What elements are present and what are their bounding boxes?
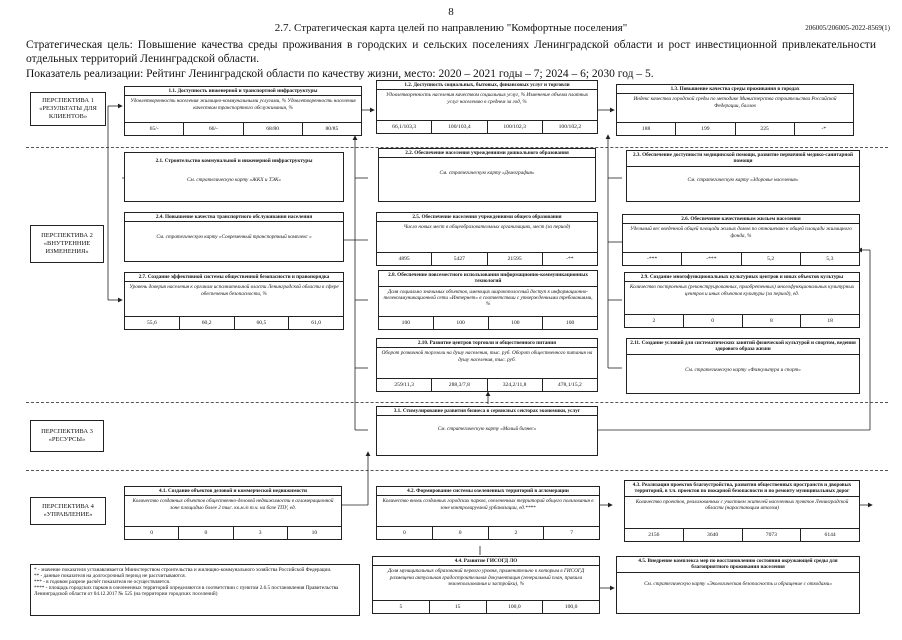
box-values: [125, 316, 343, 329]
box-desc: См. стратегическую карту «Малый бизнес»: [437, 426, 537, 433]
box-desc: Количество построенных (реконструированных, приобретенных) многофункциональных культурных центров и иных объектов культуры (за период), ед.: [629, 284, 855, 297]
box-desc: Оборот розничной торговли на душу населения, тыс. руб. Оборот общественного питания на душу населения, тыс. руб.: [381, 350, 593, 363]
box-values: [377, 120, 597, 133]
box-title: 2.4. Повышение качества транспортного обслуживания населения: [125, 213, 343, 222]
goal-box-4-5: [616, 556, 860, 614]
value-cell: 100/102,2: [542, 121, 597, 133]
value-cell: 66/-: [183, 123, 242, 135]
value-cell: 100,0: [542, 601, 599, 613]
goal-box-4-2: [376, 486, 600, 540]
footnotes: [30, 564, 360, 616]
box-desc: Удельный вес введенной общей площади жилых домов по отношению к общей площади жилищного фонда, %: [630, 226, 852, 239]
box-values: [373, 600, 599, 613]
box-title: 1.1. Доступность инженерной и транспортной инфраструктуры: [125, 87, 361, 96]
value-cell: 0: [683, 315, 742, 327]
goal-box-4-1: [124, 486, 342, 540]
footnote: ** - данные показателя на долгосрочный период не рассчитываются.: [34, 573, 186, 580]
box-desc: См. стратегическую карту «Экологическая безопасность и обращение с отходами»: [644, 580, 832, 587]
box-desc: Количество созданных объектов общественно-деловой недвижимости в агломерационной зоне площадью более 2 тыс. кв.м./в т.ч. на базе ТПУ, ед.: [132, 498, 334, 511]
value-cell: 6144: [800, 529, 859, 541]
value-cell: 18: [800, 315, 859, 327]
divider: [26, 470, 888, 471]
document-id: 206005/206005-2022-8569(1): [805, 24, 890, 32]
box-desc: См. стратегическую карту «Демография»: [439, 170, 535, 177]
value-cell: 80/85: [302, 123, 361, 135]
box-title: 4.4. Развитие ГИСОГД ЛО: [373, 557, 599, 566]
box-desc: См. стратегическую карту «Физкультура и спорт»: [685, 366, 801, 373]
box-desc: Доля социально значимых объектов, имеющих широкополосный доступ к информационно-телекоммуникационной сети «Интернет» в соответствии с утвержденными требованиями, %: [383, 288, 593, 308]
value-cell: 61,0: [288, 317, 343, 329]
perspective-4: ПЕРСПЕКТИВА 4 «УПРАВЛЕНИЕ»: [30, 497, 106, 525]
box-values: [379, 316, 597, 329]
box-desc: См. стратегическую карту «ЖКХ и ТЭК»: [186, 177, 282, 184]
box-desc: Уровень доверия населения к органам исполнительной власти Ленинградской области в сфере обеспечения безопасности, %: [129, 284, 339, 297]
goal-box-2-8: [378, 270, 598, 330]
goal-box-2-5: [376, 212, 598, 266]
box-title: 2.6. Обеспечение качественным жильем населения: [623, 215, 859, 224]
value-cell: 188: [641, 126, 651, 132]
value-cell: 100: [401, 320, 411, 326]
goal-box-1-1: [124, 86, 362, 136]
value-cell: 4895: [398, 256, 410, 262]
value-cell: 60,5: [234, 317, 289, 329]
value-cell: 259/11,3: [394, 382, 414, 388]
goal-box-1-2: [376, 80, 598, 134]
box-desc: Количество вновь созданных городских парков, озелененных территорий общего пользования в зоне контролируемой урбанизации, ед.****: [382, 498, 594, 511]
value-cell: 225: [735, 123, 794, 135]
box-values: [377, 526, 599, 539]
goal-box-3-1: [376, 406, 598, 456]
box-desc: Число новых мест в общеобразовательных организациях, мест (за период): [403, 224, 571, 231]
goal-box-2-9: [624, 272, 860, 328]
value-cell: 100,0: [486, 601, 543, 613]
box-title: 2.5. Обеспечение населения учреждениями общего образования: [377, 213, 597, 222]
value-cell: 100: [433, 317, 488, 329]
value-cell: 2: [488, 527, 544, 539]
goal-box-4-3: [624, 480, 860, 542]
box-desc: Удовлетворенность населения качеством социальных услуг, % Изменение объема платных услуг населению в среднем за год, %: [385, 92, 589, 105]
box-title: 2.3. Обеспечение доступности медицинской помощи, развитие первичной медико-санитарной помощи: [627, 151, 859, 167]
goal-box-1-3: [616, 84, 854, 136]
box-title: 4.5. Внедрение комплекса мер по восстановлению состояния окружающей среды для благоприятного проживания населения: [617, 557, 859, 573]
box-title: 2.10. Развитие центров торговли и общественного питания: [377, 339, 597, 348]
box-values: [625, 528, 859, 541]
value-cell: 0: [178, 527, 232, 539]
box-desc: Доля муниципальных образований первого уровня, применительно к которым в ГИСОГД размещена актуальная градостроительная документация (генеральный план, правила землепользования и застройки), %: [387, 568, 585, 587]
box-title: 4.2. Формирование системы озелененных территорий в агломерации: [377, 487, 599, 496]
box-values: [617, 122, 853, 135]
value-cell: 100/102,3: [487, 121, 542, 133]
box-title: 2.8. Обеспечение повсеместного использования информационно-коммуникационных технологий: [379, 271, 597, 287]
goal-box-2-2: [378, 148, 596, 202]
value-cell: 100: [488, 317, 543, 329]
box-title: 2.11. Создание условий для систематических занятий физической культурой и спортом, ведения здорового образа жизни: [627, 339, 859, 355]
value-cell: 7: [543, 527, 599, 539]
value-cell: 8: [742, 315, 801, 327]
box-title: 2.9. Создание многофункциональных культурных центров и иных объектов культуры: [625, 273, 859, 282]
box-desc: См. стратегическую карту «Современный транспортный комплекс »: [156, 234, 312, 241]
value-cell: 7073: [742, 529, 801, 541]
value-cell: 288,3/7,8: [431, 379, 486, 391]
box-title: 2.7. Создание эффективной системы общественной безопасности и правопорядка: [125, 273, 343, 282]
value-cell: -*: [794, 123, 853, 135]
goal-box-2-11: [626, 338, 860, 394]
divider: [26, 402, 888, 403]
box-desc: Индекс качества городской среды по методике Министерства строительства Российской Федерации, баллов: [633, 96, 837, 109]
strategic-goal: Стратегическая цель: Повышение качества среды проживания в городских и сельских поселениях Ленинградской области и рост инвестиционной привлекательности отдельных территорий Ленинградской области.: [26, 39, 876, 65]
value-cell: 5427: [431, 253, 486, 265]
value-cell: 5: [399, 604, 403, 610]
value-cell: 2156: [648, 532, 660, 538]
value-cell: 5,2: [741, 253, 800, 265]
box-values: [377, 252, 597, 265]
value-cell: 324,2/11,8: [487, 379, 542, 391]
box-values: [625, 314, 859, 327]
value-cell: 3: [233, 527, 287, 539]
value-cell: -***: [681, 253, 740, 265]
page-number: 8: [448, 6, 454, 18]
goal-box-2-1: [124, 152, 344, 202]
box-values: [377, 378, 597, 391]
box-title: 1.3. Повышение качества среды проживания в городах: [617, 85, 853, 94]
box-values: [125, 526, 341, 539]
page-title: 2.7. Стратегическая карта целей по направлению "Комфортные поселения": [274, 22, 628, 34]
box-desc: Удовлетворенность населения жилищно-коммунальными услугами, % Удовлетворенность населения качеством транспортного обслуживания, %: [130, 98, 356, 111]
footnote: * - значение показателя устанавливается Министерством строительства и жилищно-коммунального хозяйства Российской Федерации.: [34, 567, 332, 573]
goal-box-2-10: [376, 338, 598, 392]
goal-box-2-6: [622, 214, 860, 266]
value-cell: 21595: [487, 253, 542, 265]
perspective-2: ПЕРСПЕКТИВА 2 «ВНУТРЕННИЕ ИЗМЕНЕНИЯ»: [30, 225, 104, 263]
value-cell: 199: [675, 123, 734, 135]
box-title: 4.3. Реализация проектов благоустройства, развития общественных пространств и дворовых территорий, в т.ч. проектов по пожарной безопасности и по ремонту муниципальных дорог: [625, 481, 859, 497]
value-cell: 68/80: [243, 123, 302, 135]
value-cell: 478,1/15,2: [542, 379, 597, 391]
box-title: 4.1. Создание объектов деловой и коммерческой недвижимости: [125, 487, 341, 496]
value-cell: 60,2: [179, 317, 234, 329]
footnote: **** - площадь городских парков в озелененных территорий определяются в соответствии с пунктом 2.6.5 постановления Правительства Ленинградской области от 04.12.2017 № 525 (на территории городских поселений): [34, 585, 339, 598]
value-cell: -**: [542, 253, 597, 265]
value-cell: -***: [646, 256, 658, 262]
perspective-1: ПЕРСПЕКТИВА 1 «РЕЗУЛЬТАТЫ ДЛЯ КЛИЕНТОВ»: [30, 92, 106, 126]
footnote: *** - в годовом разрезе расчёт показателя не осуществляется.: [34, 579, 171, 586]
value-cell: 15: [429, 601, 486, 613]
box-title: 1.2. Доступность социальных, бытовых, финансовых услуг и торговли: [377, 81, 597, 90]
box-values: [623, 252, 859, 265]
value-cell: 66,1/103,3: [392, 124, 417, 130]
box-values: [125, 122, 361, 135]
box-title: 2.2. Обеспечение населения учреждениями дошкольного образования: [379, 149, 595, 158]
value-cell: 65/-: [149, 126, 159, 132]
value-cell: 2: [652, 318, 656, 324]
box-title: 3.1. Стимулирование развития бизнеса в сервисных секторах экономики, услуг: [377, 407, 597, 416]
value-cell: 0: [432, 527, 488, 539]
goal-box-4-4: [372, 556, 600, 614]
value-cell: 100: [542, 317, 597, 329]
value-cell: 10: [287, 527, 341, 539]
value-cell: 0: [402, 530, 406, 536]
value-cell: 0: [150, 530, 154, 536]
goal-box-2-4: [124, 212, 344, 262]
value-cell: 3640: [683, 529, 742, 541]
goal-box-2-3: [626, 150, 860, 202]
box-title: 2.1. Строительство коммунальной и инженерной инфраструктуры: [155, 158, 313, 164]
value-cell: 5,3: [800, 253, 859, 265]
goal-box-2-7: [124, 272, 344, 330]
value-cell: 100/103,4: [431, 121, 486, 133]
perspective-3: ПЕРСПЕКТИВА 3 «РЕСУРСЫ»: [30, 420, 104, 452]
value-cell: 55,6: [146, 320, 157, 326]
indicator-text: Показатель реализации: Рейтинг Ленинградской области по качеству жизни, место: 2020 – 2021 годы – 7; 2024 – 6; 2030 год – 5.: [26, 68, 654, 80]
box-desc: Количество проектов, реализованных с участием жителей населенных пунктов Ленинградской области (нарастающим итогом): [635, 498, 849, 512]
box-desc: См. стратегическую карту «Здоровье населения»: [687, 176, 799, 183]
